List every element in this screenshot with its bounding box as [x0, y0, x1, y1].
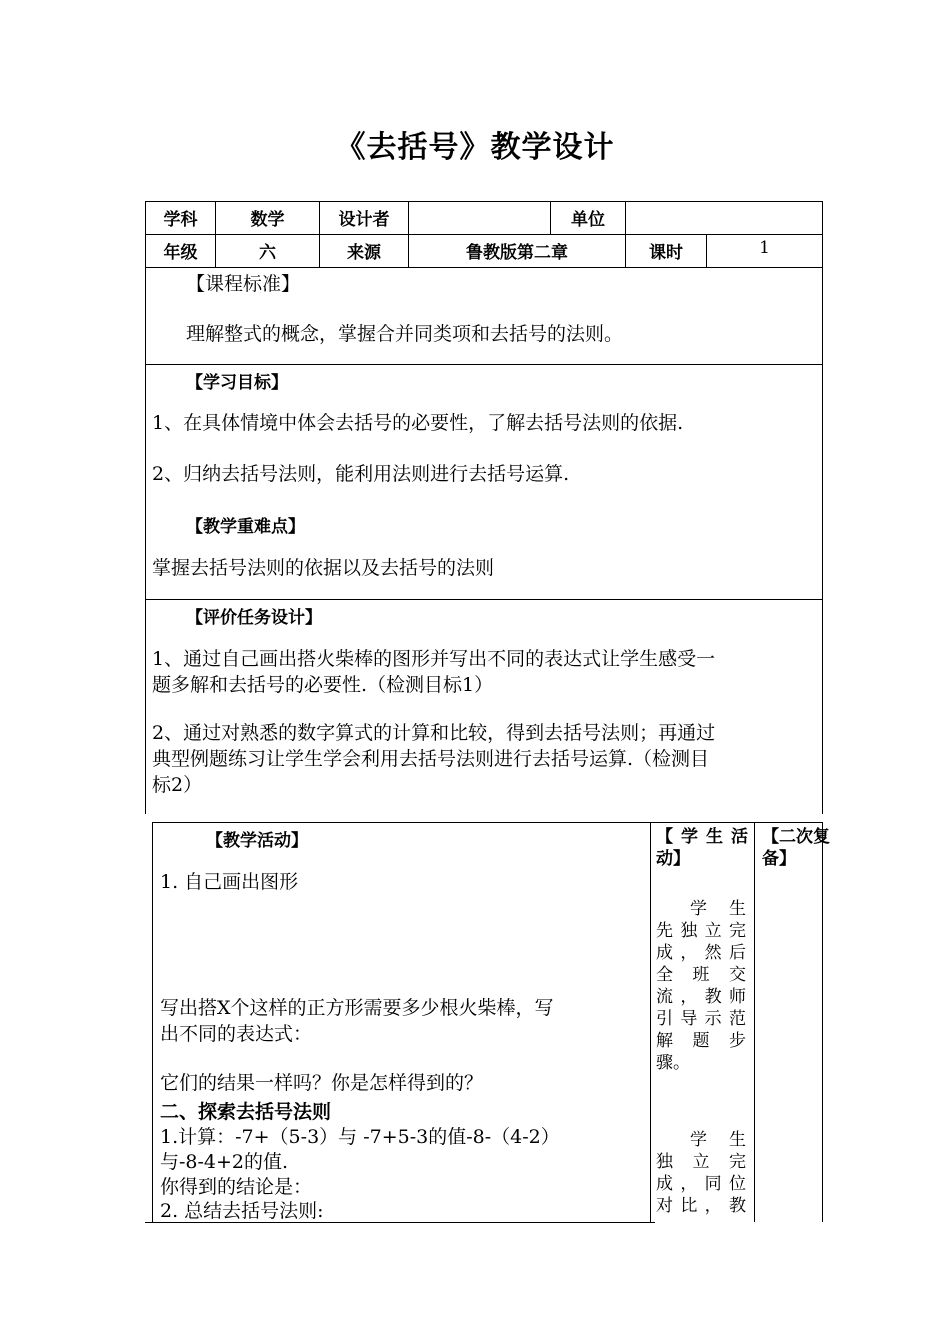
question-1-line-2: 出不同的表达式： — [160, 1023, 313, 1045]
student-note-1-line: 流，教师 — [656, 987, 746, 1007]
question-1-line-1: 写出搭X个这样的正方形需要多少根火柴棒，写 — [160, 997, 554, 1019]
student-note-1-line: 引导示范 — [656, 1009, 746, 1029]
course-standard-text: 理解整式的概念，掌握合并同类项和去括号的法则。 — [186, 323, 624, 345]
evaluation-item-1-line-1: 1、通过自己画出搭火柴棒的图形并写出不同的表达式让学生感受一 — [152, 648, 716, 670]
evaluation-item-2-line-1: 2、通过对熟悉的数字算式的计算和比较，得到去括号法则；再通过 — [152, 722, 716, 744]
summary: 2. 总结去括号法则: — [160, 1200, 324, 1222]
revision-heading-line-2: 备】 — [762, 849, 796, 869]
source-value: 鲁教版第二章 — [466, 243, 568, 263]
student-note-1-line: 学 生 — [690, 899, 746, 919]
student-note-1-line: 骤。 — [656, 1053, 690, 1073]
period-label: 课时 — [649, 243, 683, 263]
question-2: 它们的结果一样吗？你是怎样得到的？ — [160, 1072, 484, 1094]
learning-goals-heading: 【学习目标】 — [186, 373, 288, 393]
student-note-2-line: 对比，教 — [656, 1196, 746, 1216]
page-title: 《去括号》教学设计 — [335, 130, 615, 165]
key-points-text: 掌握去括号法则的依据以及去括号的法则 — [152, 557, 495, 579]
student-note-2-line: 独 立 完 — [656, 1152, 746, 1172]
activities-heading: 【教学活动】 — [206, 831, 308, 851]
designer-label: 设计者 — [338, 210, 390, 230]
step-1: 1. 自己画出图形 — [160, 871, 299, 893]
student-note-2-line: 成，同位 — [656, 1174, 746, 1194]
subject-label: 学科 — [163, 210, 198, 230]
period-value: 1 — [759, 238, 770, 258]
conclusion: 你得到的结论是： — [160, 1176, 313, 1198]
evaluation-heading: 【评价任务设计】 — [186, 608, 322, 628]
subject-value: 数学 — [250, 210, 285, 230]
student-activity-heading-line-2: 动】 — [656, 849, 690, 869]
student-note-1-line: 成，然后 — [656, 943, 746, 963]
student-activity-heading-line-1: 【学生活 — [656, 827, 748, 847]
course-standard-heading: 【课程标准】 — [186, 273, 301, 295]
section-2-heading: 二、探索去括号法则 — [160, 1101, 332, 1123]
revision-heading-line-1: 【二次复 — [762, 827, 830, 847]
evaluation-item-1-line-2: 题多解和去括号的必要性.（检测目标1） — [152, 674, 494, 696]
source-label: 来源 — [347, 243, 381, 263]
evaluation-item-2-line-3: 标2） — [152, 774, 203, 796]
calc-line-2: 与-8-4+2的值. — [160, 1151, 289, 1173]
grade-label: 年级 — [163, 243, 198, 263]
student-note-2-line: 学 生 — [690, 1130, 746, 1150]
learning-goal-1: 1、在具体情境中体会去括号的必要性，了解去括号法则的依据. — [152, 412, 684, 434]
student-note-1-line: 先独立完 — [656, 921, 746, 941]
student-note-1-line: 全 班 交 — [656, 965, 746, 985]
key-points-heading: 【教学重难点】 — [186, 517, 305, 537]
evaluation-item-2-line-2: 典型例题练习让学生学会利用去括号法则进行去括号运算.（检测目 — [152, 748, 710, 770]
unit-label: 单位 — [571, 210, 605, 230]
student-note-1-line: 解 题 步 — [656, 1031, 746, 1051]
calc-line-1: 1.计算：-7+（5-3）与 -7+5-3的值-8-（4-2） — [160, 1126, 560, 1148]
grade-value: 六 — [259, 243, 276, 263]
learning-goal-2: 2、归纳去括号法则，能利用法则进行去括号运算. — [152, 463, 570, 485]
